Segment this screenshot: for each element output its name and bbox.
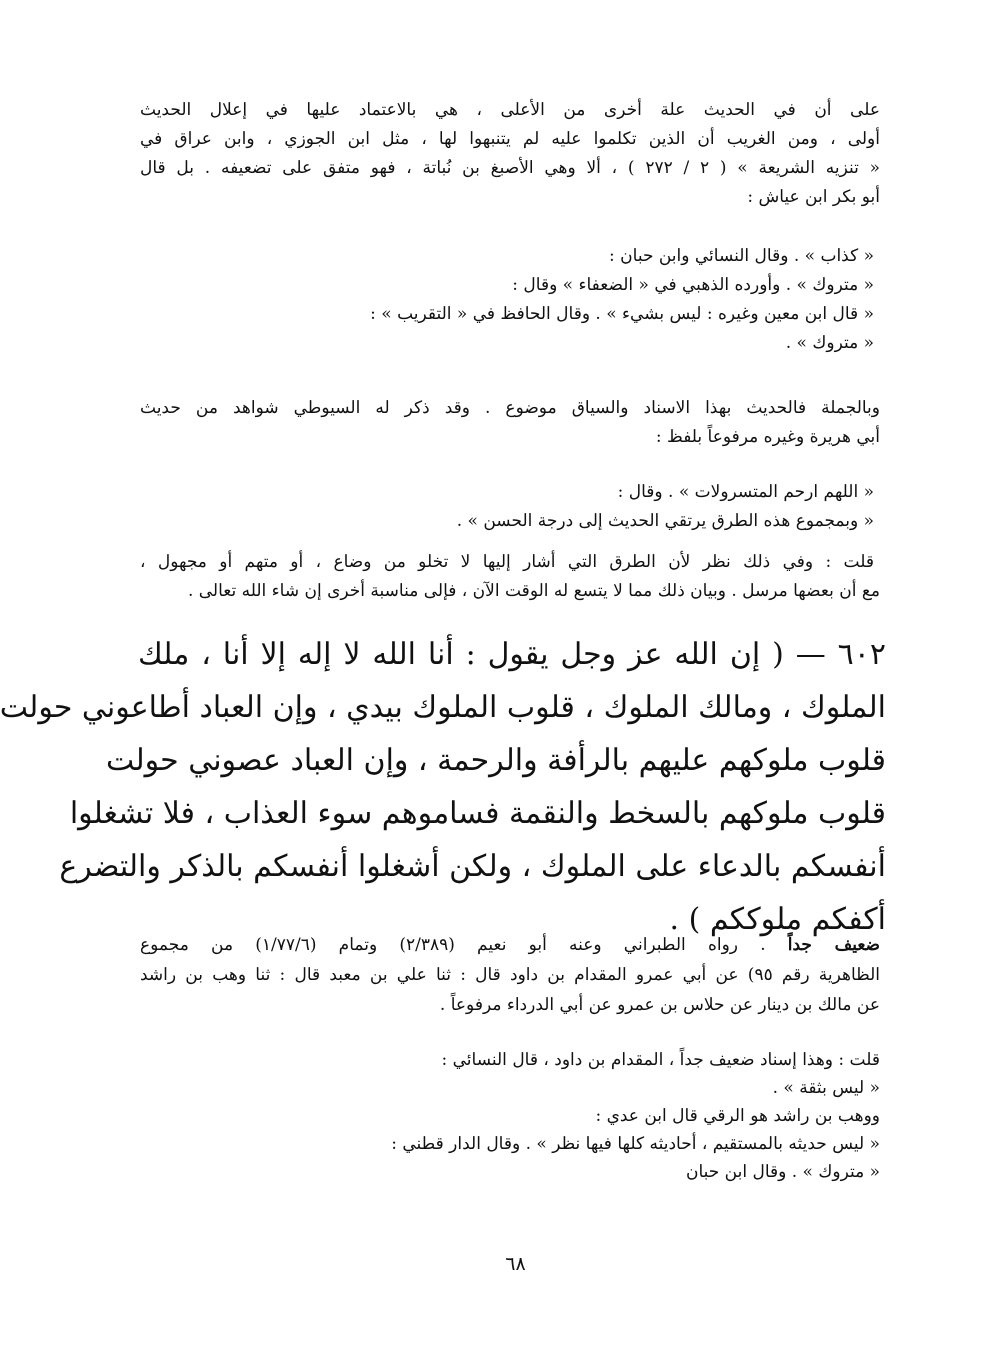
page-number: ٦٨ [505,1253,526,1275]
quote-line: « كذاب » . وقال النسائي وابن حبان : [609,246,874,266]
author-comment-paragraph [140,548,880,606]
quote-line: « متروك » . [785,333,874,353]
hadith-line: ٦٠٢ — ( إن الله عز وجل يقول : أنا الله لا إله إلا أنا ، ملك [138,637,886,672]
text-line: وبالجملة فالحديث بهذا الاسناد والسياق موضوع . وقد ذكر له السيوطي شواهد من حديث [140,398,880,418]
isnad-critique-paragraph [180,1046,880,1186]
text-line: أولى ، ومن الغريب أن الذين تكلموا عليه لم يتنبهوا لها ، مثل ابن الجوزي ، وابن عراق في [140,129,880,149]
takhrij-paragraph [140,930,880,1020]
quote-line: « اللهم ارحم المتسرولات » . وقال : [617,482,874,502]
quote-line: « ليس بثقة » . [772,1078,880,1098]
summary-paragraph [140,394,880,452]
hadith-line: أكفكم ملوككم ) . [669,902,886,937]
text-line: قلت : وهذا إسناد ضعيف جداً ، المقدام بن داود ، قال النسائي : [441,1050,880,1070]
text-line: على أن في الحديث علة أخرى من الأعلى ، هي بالاعتماد عليها في إعلال الحديث [140,100,880,120]
quote-line: « متروك » . وقال ابن حبان [685,1162,880,1182]
quote-line: « قال ابن معين وغيره : ليس بشيء » . وقال الحافظ في « التقريب » : [370,304,874,324]
text-line: « تنزيه الشريعة » ( ٢ / ٢٧٢ ) ، ألا وهي الأصبغ بن نُباتة ، فهو متفق على تضعيفه . بل قال [140,158,880,178]
text-line: الظاهرية رقم ٩٥) عن أبي عمرو المقدام بن داود قال : ثنا علي بن معبد قال : ثنا وهب بن راشد [140,965,880,985]
hadith-line: الملوك ، ومالك الملوك ، قلوب الملوك بيدي ، وإن العباد أطاعوني حولت [0,690,886,725]
text-line: أبي هريرة وغيره مرفوعاً بلفظ : [655,427,880,447]
text-line: عن مالك بن دينار عن حلاس بن عمرو عن أبي الدرداء مرفوعاً . [439,995,880,1015]
text-line: ووهب بن راشد هو الرقي قال ابن عدي : [595,1106,880,1126]
takhrij-text: . رواه الطبراني وعنه أبو نعيم (٢/٣٨٩) وتمام (١/٧٧/٦) من مجموع [140,935,788,955]
hadith-line: قلوب ملوكهم عليهم بالرأفة والرحمة ، وإن العباد عصوني حولت [106,743,886,778]
quote-line: « وبمجموع هذه الطرق يرتقي الحديث إلى درجة الحسن » . [456,511,874,531]
text-line: مع أن بعضها مرسل . وبيان ذلك مما لا يتسع له الوقت الآن ، فإلى مناسبة أخرى إن شاء الله تعالى . [187,581,880,601]
hadith-text [0,628,886,946]
intro-paragraph [140,96,880,212]
quote-line: « ليس حديثه بالمستقيم ، أحاديثه كلها فيها نظر » . وقال الدار قطني : [391,1134,880,1154]
quote-line: « متروك » . وأورده الذهبي في « الضعفاء » وقال : [512,275,874,295]
text-line: أبو بكر ابن عياش : [747,187,880,207]
text-line: قلت : وفي ذلك نظر لأن الطرق التي أشار إليها لا تخلو من وضاع ، أو متهم أو مجهول ، [140,552,874,572]
hadith-grade: ضعيف جداً [787,935,880,955]
hadith-line: أنفسكم بالدعاء على الملوك ، ولكن أشغلوا أنفسكم بالذكر والتضرع [59,849,886,884]
hadith-line: قلوب ملوكهم بالسخط والنقمة فساموهم سوء العذاب ، فلا تشغلوا [69,796,886,831]
quotes-block-1 [140,242,880,358]
text-line [140,930,880,960]
quotes-block-2 [140,478,880,536]
